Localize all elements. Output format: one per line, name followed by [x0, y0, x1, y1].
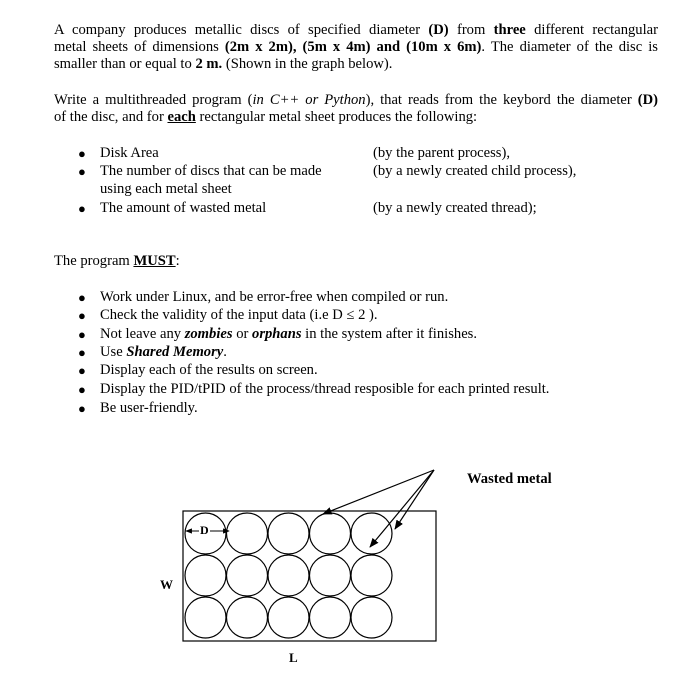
length-label: L: [289, 650, 298, 665]
list-item: The amount of wasted metal: [100, 200, 267, 216]
bullet: ●: [78, 327, 86, 342]
bullet: ●: [78, 146, 86, 161]
list-item-continuation: using each metal sheet: [100, 181, 232, 197]
list-item-owner: (by a newly created thread);: [373, 200, 537, 216]
disc-circle: [351, 555, 392, 596]
disc-circle: [268, 513, 309, 554]
disc-circle: [227, 597, 268, 638]
disc-circle: [268, 555, 309, 596]
disc-circle: [185, 555, 226, 596]
wasted-metal-pointers: [323, 470, 434, 547]
wasted-metal-label: Wasted metal: [467, 471, 552, 487]
disc-circle: [185, 597, 226, 638]
bullet: ●: [78, 345, 86, 360]
disc-circle: [351, 513, 392, 554]
bullet: ●: [78, 382, 86, 397]
list-item: Work under Linux, and be error-free when compiled or run.: [100, 289, 449, 305]
bullet: ●: [78, 201, 86, 216]
pointer-arrow: [370, 470, 434, 547]
bullet: ●: [78, 308, 86, 323]
list-item: Check the validity of the input data (i.e D ≤ 2 ).: [100, 307, 378, 323]
bullet: ●: [78, 290, 86, 305]
bullet: ●: [78, 363, 86, 378]
list-item-owner: (by the parent process),: [373, 145, 510, 161]
list-item: Be user-friendly.: [100, 400, 198, 416]
disc-circle: [268, 597, 309, 638]
task-line-2: of the disc, and for each rectangular metal sheet produces the following:: [54, 109, 478, 125]
intro-line-2: metal sheets of dimensions (2m x 2m), (5m x 4m) and (10m x 6m). The diameter of the disc is: [54, 39, 658, 55]
disc-circle: [310, 555, 351, 596]
list-item: Use Shared Memory.: [100, 344, 227, 360]
disc-circle: [227, 513, 268, 554]
disc-grid: [185, 513, 392, 638]
disc-circle: [310, 597, 351, 638]
list-item: Display each of the results on screen.: [100, 362, 318, 378]
list-item: The number of discs that can be made: [100, 163, 322, 179]
disc-circle: [227, 555, 268, 596]
intro-line-3: smaller than or equal to 2 m. (Shown in the graph below).: [54, 56, 393, 72]
bullet: ●: [78, 401, 86, 416]
bullet: ●: [78, 164, 86, 179]
width-label: W: [160, 577, 173, 592]
diameter-label: D: [200, 523, 209, 537]
list-item-owner: (by a newly created child process),: [373, 163, 577, 179]
disc-circle: [351, 597, 392, 638]
disc-circle: [310, 513, 351, 554]
list-item: Disk Area: [100, 145, 159, 161]
intro-line-1: A company produces metallic discs of specified diameter (D) from three different rectangular: [54, 22, 659, 38]
list-item: Display the PID/tPID of the process/thread resposible for each printed result.: [100, 381, 550, 397]
task-line-1: Write a multithreaded program (in C++ or Python), that reads from the keybord the diameter (D): [54, 92, 658, 108]
list-item: Not leave any zombies or orphans in the system after it finishes.: [100, 326, 477, 342]
pointer-arrow: [395, 470, 434, 529]
requirements-heading: The program MUST:: [54, 253, 180, 269]
pointer-arrow: [323, 470, 434, 514]
